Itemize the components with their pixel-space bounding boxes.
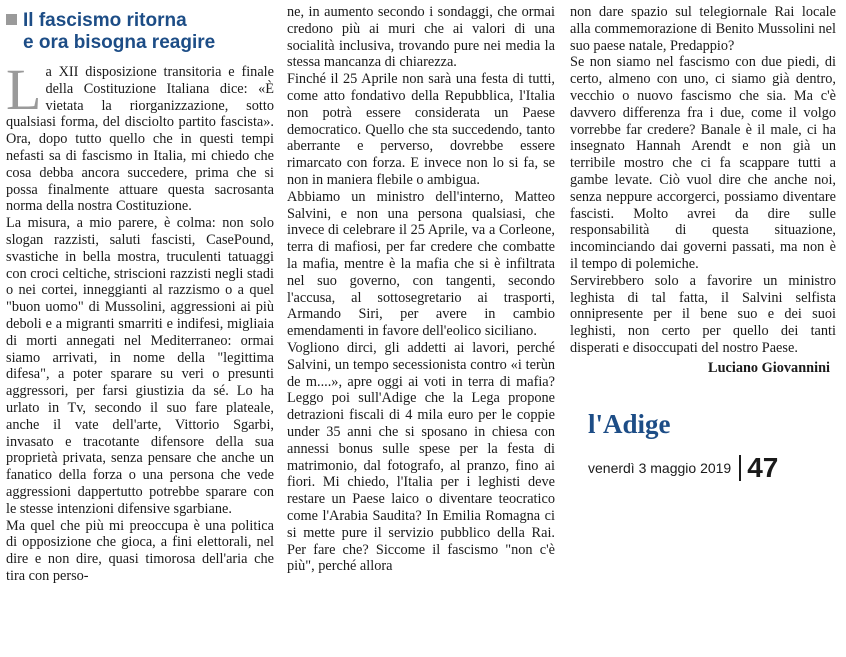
- paragraph-5: Abbiamo un ministro dell'interno, Matteo Salvini, e non una persona qualsiasi, che invece di celebrare il 25 Aprile, va a Corleone, terra di mafiosi, per far credere che combatte la mafia, mentre è la mafia che si è infiltrata nel suo governo, con tangenti, secondo l'accusa, al sottosegretario ai trasporti, Armando Siri, per avere in cambio emendamenti in favore dell'eolico siciliano.: [287, 188, 555, 340]
- page-footer: [588, 408, 828, 484]
- paragraph-1: [6, 57, 274, 215]
- drop-cap: L: [6, 57, 42, 122]
- headline: [6, 10, 274, 54]
- column-3: [570, 4, 836, 377]
- newspaper-logo: l'Adige: [588, 409, 671, 439]
- column-2: [287, 4, 555, 575]
- paragraph-3-part-1: Ma quel che più mi preoccupa è una politica di opposizione che gioca, a fini elettorali, nel dire e non dire, quasi timorosa dell'aria che tira con perso-: [6, 517, 274, 584]
- headline-line-1: Il fascismo ritorna: [23, 10, 187, 31]
- publication-date: venerdì 3 maggio 2019: [588, 460, 732, 476]
- dateline: [588, 452, 828, 484]
- headline-line-2: e ora bisogna reagire: [23, 32, 216, 53]
- page-number: 47: [747, 452, 779, 483]
- paragraph-7: Se non siamo nel fascismo con due piedi, di certo, almeno con uno, ci siamo già dentro, vecchio o nuovo fascismo che sia. Ma c'è davvero differenza fra i due, come il volgo vorrebbe far credere? Banale è il male, ci ha insegnato Hannah Arendt e non già un terribile mostro che ci fa scappare tutti a gambe levate. Ciò vuol dire che anche noi, senza neppure accorgerci, possiamo diventare fascisti. Molto avrei da dire sulle responsabilità di questa situazione, incominciando dai governi passati, ma non è il tempo di polemiche.: [570, 54, 836, 272]
- paragraph-2: La misura, a mio parere, è colma: non solo slogan razzisti, saluti fascisti, CasePound, svastiche in bella mostra, truculenti tatuaggi con croci celtiche, striscioni razzisti negli stadi o nei cortei, inneggianti al razzismo o a quel "buon uomo" di Mussolini, aggressioni ai più deboli e a migranti smarriti e indifesi, migliaia di morti annegati nel Mediterraneo: ormai siamo arrivati, in nome della "legittima difesa", a poter sparare su veri o presunti aggressori, per farsi giustizia da sé. Lo ha urlato in Tv, secondo il suo fare plateale, anche il vate dell'arte, Vittorio Sgarbi, invasato e tracotante difensore della sua proprietà privata, senza pensare che anche un fanatico della forza o una persona che vede aggressioni dappertutto potrebbe sparare con le stesse intenzioni difensive sgarbiane.: [6, 215, 274, 517]
- paragraph-6-part-2: non dare spazio sul telegiornale Rai locale alla commemorazione di Benito Mussolini nel suo paese natale, Predappio?: [570, 4, 836, 54]
- square-bullet-icon: [6, 14, 17, 25]
- paragraph-3-part-2: ne, in aumento secondo i sondaggi, che ormai credono più ai muri che ai valori di una socialità inclusiva, trovando pure nei media la stessa mancanza di chiarezza.: [287, 4, 555, 71]
- paragraph-4: Finché il 25 Aprile non sarà una festa di tutti, come atto fondativo della Repubblica, l'Italia non potrà essere considerata un Paese democratico. Quello che sta succedendo, tanto aberrante e perverso, dovrebbe essere rimarcato con forza. E invece non lo si fa, se non in maniera flebile o ambigua.: [287, 71, 555, 188]
- column-1: [6, 4, 274, 585]
- paragraph-1-text: a XII disposizione transitoria e finale della Costituzione Italiana dice: «È vietata la riorganizzazione, sotto qualsiasi forma, del disciolto partito fascista». Ora, dopo tutto quello che in questi tempi nefasti sa di fascismo in Italia, mi chiedo che cosa debba ancora succedere, prima che si possa finalmente attuare questa sacrosanta norma della nostra Costituzione.: [6, 64, 274, 215]
- paragraph-8: Servirebbero solo a favorire un ministro leghista di tal fatta, il Salvini selfista onnipresente per il bene suo e dei suoi leghisti, non certo per quello dei tanti disperati e disoccupati del nostro Paese.: [570, 272, 836, 356]
- paragraph-6-part-1: Vogliono dirci, gli addetti ai lavori, perché Salvini, un tempo secessionista contro «i terùn de m....», apre oggi ai voti in terra di mafia? Leggo poi sull'Adige che la Lega propone detrazioni fiscali di 4 mila euro per le coppie under 35 anni che si sposano in chiesa con annessi bonus sulle spese per la festa di matrimonio, dal fotografo, al pranzo, fino ai fiori. Mi chiedo, l'Italia per i leghisti deve restare un Paese laico o diventare teocratico come l'Arabia Saudita? In Emilia Romagna ci si mette pure il servizio pubblico della Rai. Per fare che? Siccome il fascismo "non c'è più", perché allora: [287, 339, 555, 575]
- author-signature: Luciano Giovannini: [708, 359, 830, 376]
- divider: [739, 455, 741, 481]
